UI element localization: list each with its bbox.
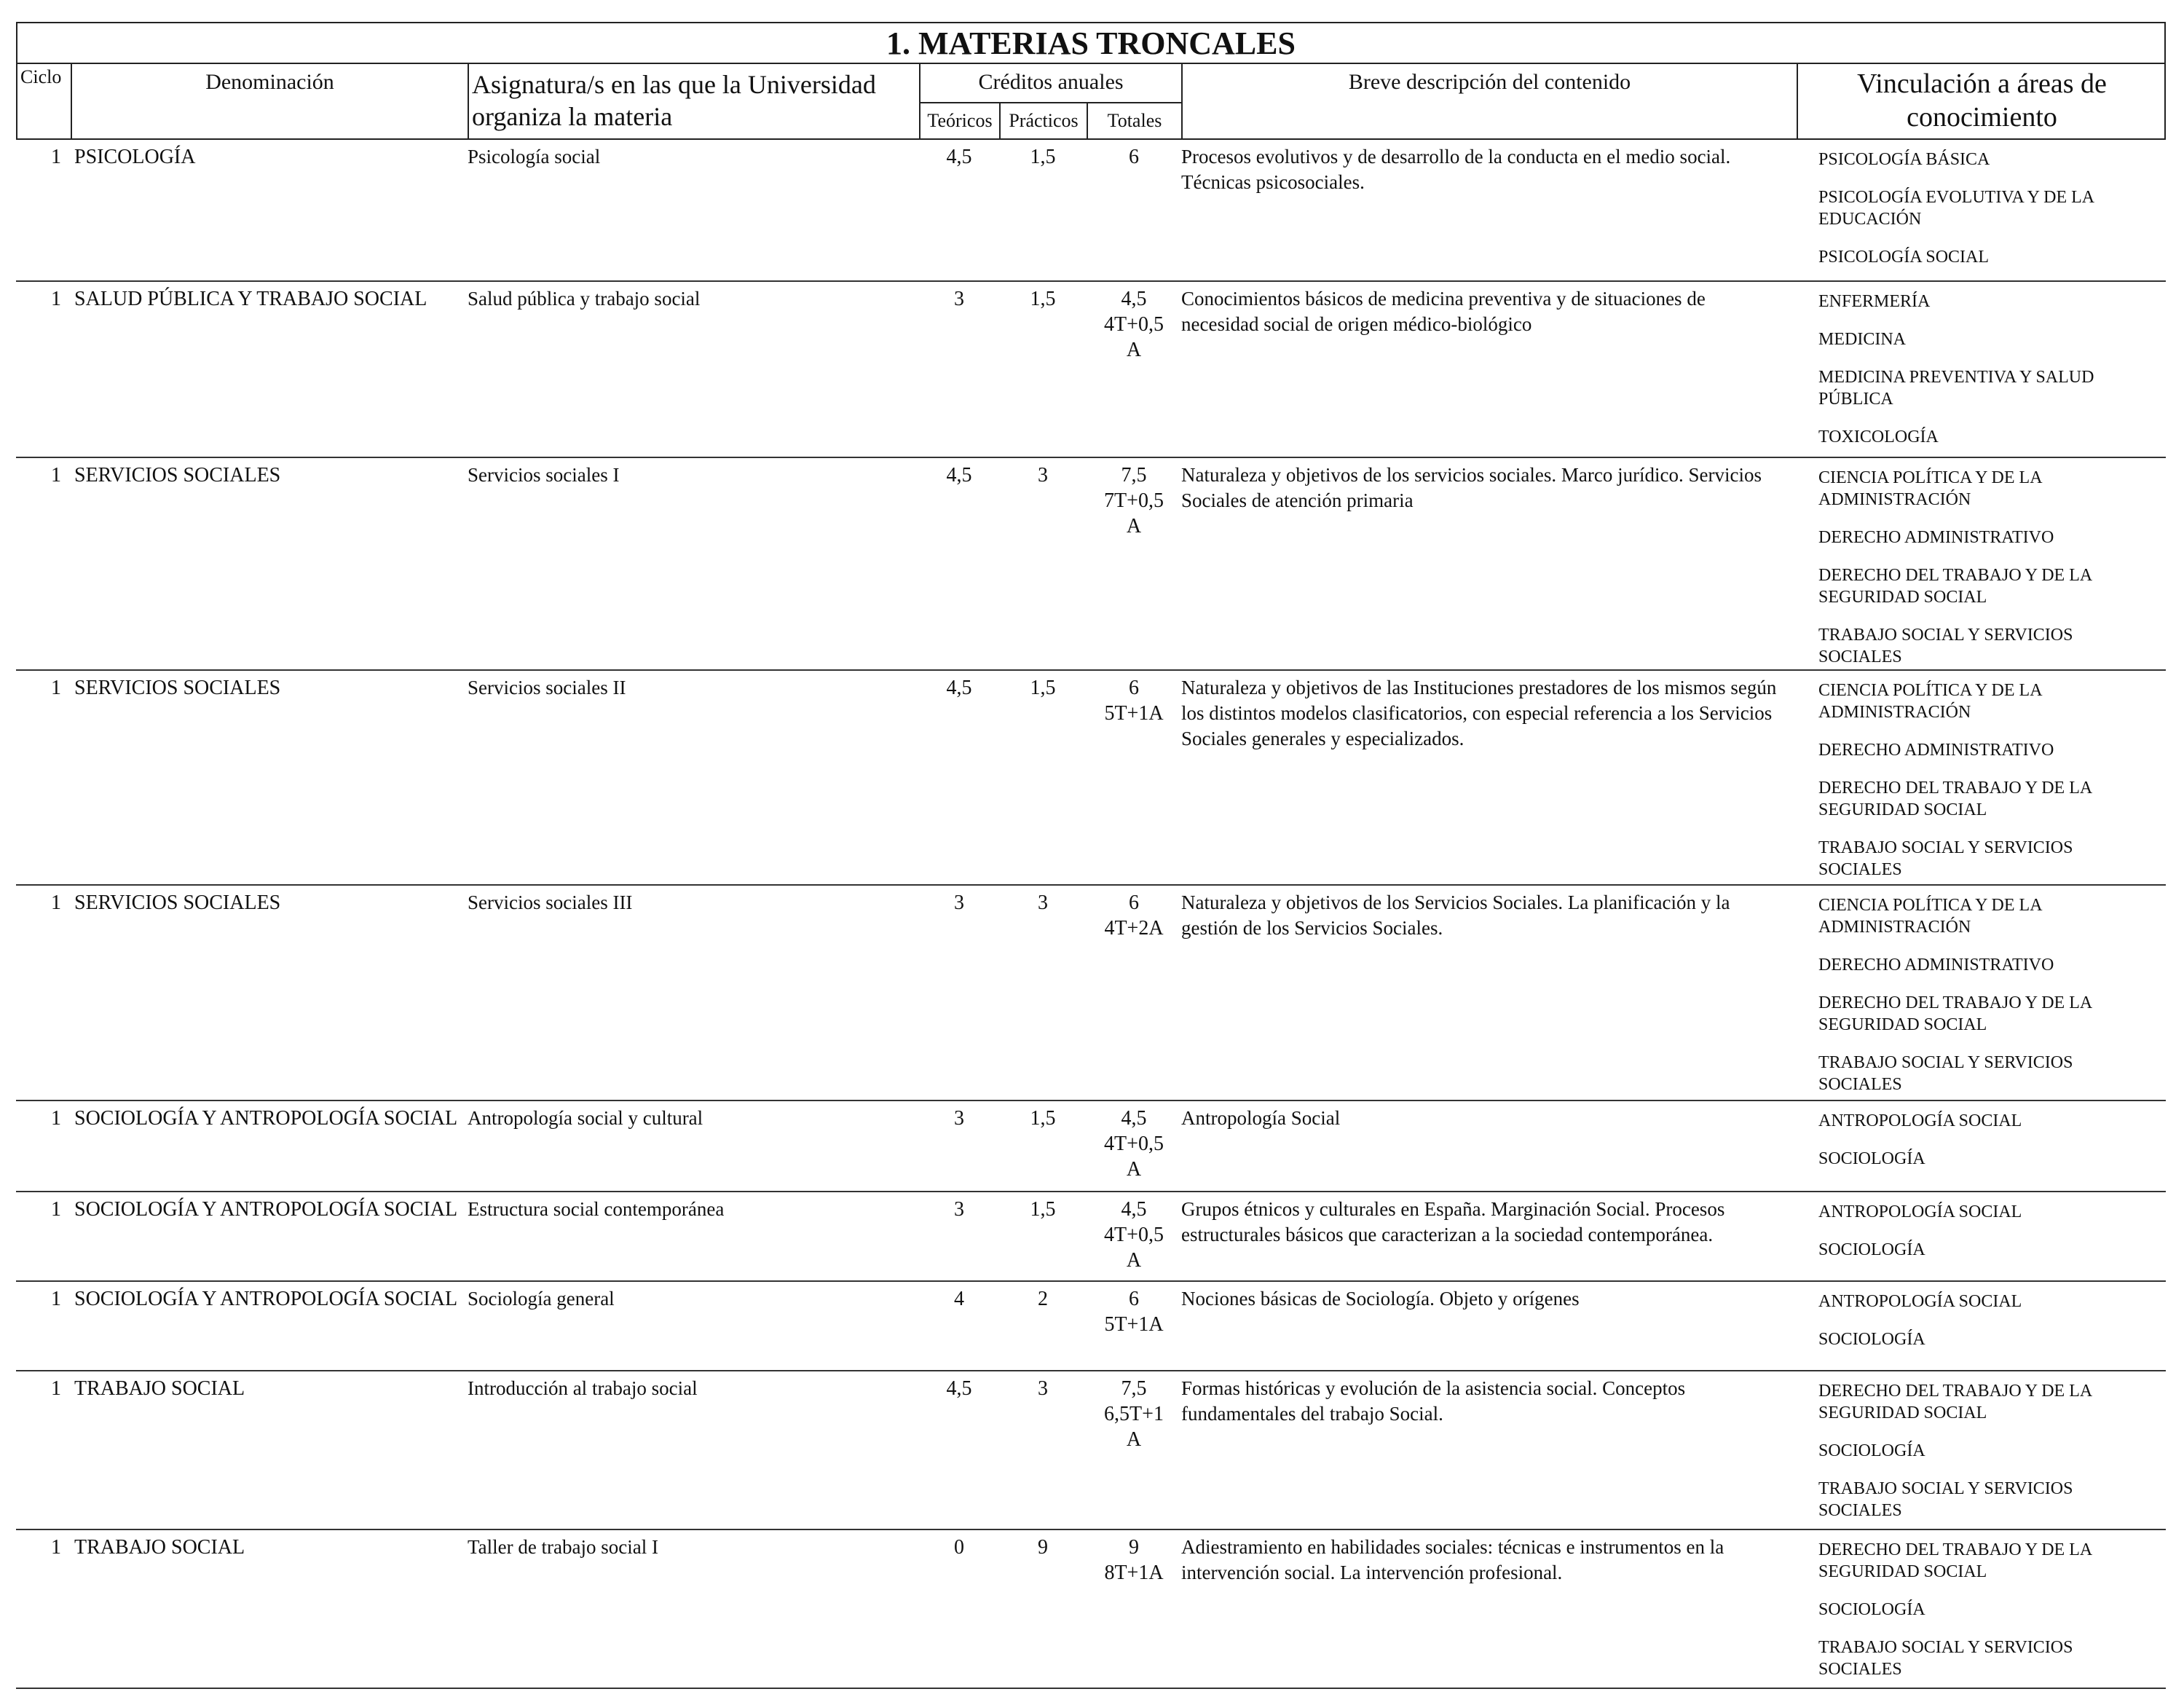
area-item: DERECHO DEL TRABAJO Y DE LA SEGURIDAD SOCIAL <box>1818 993 2092 1034</box>
header-denominacion-label: Denominación <box>205 70 334 94</box>
area-item: CIENCIA POLÍTICA Y DE LA ADMINISTRACIÓN <box>1818 468 2042 509</box>
cell-descripcion: Antropología Social <box>1181 1107 1341 1129</box>
cell-denominacion: SALUD PÚBLICA Y TRABAJO SOCIAL <box>74 288 427 310</box>
cell-ciclo: 1 <box>51 891 61 914</box>
header-vinculacion-label: Vinculación a áreas de conocimiento <box>1857 68 2107 133</box>
area-item: PSICOLOGÍA BÁSICA <box>1818 150 1990 169</box>
cell-totales: 6 4T+2A <box>1104 891 1164 940</box>
area-item: SOCIOLOGÍA <box>1818 1600 1925 1619</box>
header-teoricos: Teóricos <box>920 102 1001 138</box>
header-creditos-label: Créditos anuales <box>978 70 1124 94</box>
area-item: SOCIOLOGÍA <box>1818 1149 1925 1168</box>
table-row <box>16 282 2166 458</box>
area-item: SOCIOLOGÍA <box>1818 1330 1925 1349</box>
area-item: ANTROPOLOGÍA SOCIAL <box>1818 1202 2022 1221</box>
cell-descripcion: Formas históricas y evolución de la asistencia social. Conceptos fundamentales del trabajo Social. <box>1181 1377 1686 1425</box>
header-practicos: Prácticos <box>1001 102 1088 138</box>
cell-asignatura: Servicios sociales I <box>468 464 620 486</box>
area-item: TRABAJO SOCIAL Y SERVICIOS SOCIALES <box>1818 1638 2073 1679</box>
area-item: CIENCIA POLÍTICA Y DE LA ADMINISTRACIÓN <box>1818 681 2042 722</box>
header-descripcion <box>1183 64 1798 138</box>
cell-totales: 7,5 6,5T+1 A <box>1104 1377 1164 1451</box>
cell-denominacion: SERVICIOS SOCIALES <box>74 464 281 487</box>
cell-descripcion: Conocimientos básicos de medicina preventiva y de situaciones de necesidad social de origen médico-biológico <box>1181 288 1706 335</box>
cell-asignatura: Taller de trabajo social I <box>468 1536 658 1558</box>
cell-practicos: 3 <box>1038 1377 1048 1400</box>
table-row <box>16 1530 2166 1689</box>
header-ciclo-label: Ciclo <box>20 66 62 87</box>
area-item: MEDICINA PREVENTIVA Y SALUD PÚBLICA <box>1818 368 2094 409</box>
table-row <box>16 886 2166 1101</box>
area-item: DERECHO DEL TRABAJO Y DE LA SEGURIDAD SOCIAL <box>1818 779 2092 819</box>
header-ciclo <box>17 64 72 138</box>
cell-vinculacion <box>1818 149 2161 284</box>
area-item: DERECHO DEL TRABAJO Y DE LA SEGURIDAD SOCIAL <box>1818 1540 2092 1581</box>
cell-totales: 6 5T+1A <box>1104 677 1164 725</box>
cell-totales: 7,5 7T+0,5 A <box>1104 464 1164 538</box>
cell-vinculacion <box>1818 1201 2161 1277</box>
area-item: TRABAJO SOCIAL Y SERVICIOS SOCIALES <box>1818 1053 2073 1094</box>
cell-practicos: 9 <box>1038 1536 1048 1559</box>
area-item: PSICOLOGÍA EVOLUTIVA Y DE LA EDUCACIÓN <box>1818 188 2094 229</box>
cell-vinculacion <box>1818 1291 2161 1366</box>
cell-totales: 9 8T+1A <box>1104 1536 1164 1584</box>
cell-practicos: 1,5 <box>1030 677 1056 699</box>
area-item: DERECHO DEL TRABAJO Y DE LA SEGURIDAD SOCIAL <box>1818 1382 2092 1422</box>
cell-ciclo: 1 <box>51 1198 61 1221</box>
area-item: TRABAJO SOCIAL Y SERVICIOS SOCIALES <box>1818 1479 2073 1520</box>
cell-ciclo: 1 <box>51 1288 61 1310</box>
table-row <box>16 458 2166 671</box>
cell-ciclo: 1 <box>51 288 61 310</box>
cell-denominacion: SERVICIOS SOCIALES <box>74 891 281 914</box>
cell-practicos: 3 <box>1038 464 1048 487</box>
area-item: SOCIOLOGÍA <box>1818 1240 1925 1259</box>
cell-vinculacion <box>1818 680 2161 897</box>
cell-descripcion: Naturaleza y objetivos de los Servicios Sociales. La planificación y la gestión de los Servicios Sociales. <box>1181 891 1730 939</box>
cell-teoricos: 4 <box>954 1288 964 1310</box>
cell-teoricos: 4,5 <box>946 146 972 168</box>
cell-practicos: 3 <box>1038 891 1048 914</box>
cell-denominacion: TRABAJO SOCIAL <box>74 1536 245 1559</box>
area-item: DERECHO ADMINISTRATIVO <box>1818 956 2054 975</box>
cell-denominacion: SERVICIOS SOCIALES <box>74 677 281 699</box>
table-row <box>16 1371 2166 1530</box>
cell-practicos: 1,5 <box>1030 288 1056 310</box>
cell-ciclo: 1 <box>51 146 61 168</box>
table-header <box>16 64 2166 140</box>
header-totales: Totales <box>1088 102 1181 138</box>
cell-ciclo: 1 <box>51 1536 61 1559</box>
cell-teoricos: 3 <box>954 1198 964 1221</box>
cell-descripcion: Naturaleza y objetivos de los servicios sociales. Marco jurídico. Servicios Sociales de atención primaria <box>1181 464 1762 511</box>
table-row <box>16 1101 2166 1192</box>
area-item: TOXICOLOGÍA <box>1818 428 1939 446</box>
area-item: ANTROPOLOGÍA SOCIAL <box>1818 1292 2022 1311</box>
table-row <box>16 1192 2166 1282</box>
cell-teoricos: 4,5 <box>946 677 972 699</box>
table-row <box>16 671 2166 886</box>
header-creditos <box>920 64 1183 138</box>
page-title: 1. MATERIAS TRONCALES <box>16 22 2166 64</box>
cell-asignatura: Estructura social contemporánea <box>468 1198 725 1220</box>
cell-practicos: 1,5 <box>1030 1107 1056 1130</box>
header-vinculacion <box>1798 64 2166 138</box>
area-item: TRABAJO SOCIAL Y SERVICIOS SOCIALES <box>1818 626 2073 666</box>
cell-asignatura: Salud pública y trabajo social <box>468 288 701 310</box>
cell-denominacion: SOCIOLOGÍA Y ANTROPOLOGÍA SOCIAL <box>74 1198 458 1221</box>
cell-ciclo: 1 <box>51 677 61 699</box>
cell-teoricos: 0 <box>954 1536 964 1559</box>
cell-denominacion: SOCIOLOGÍA Y ANTROPOLOGÍA SOCIAL <box>74 1107 458 1130</box>
cell-descripcion: Naturaleza y objetivos de las Instituciones prestadores de los mismos según los distintos modelos clasificatorios, con especial referencia a los Servicios Sociales generales y especializados. <box>1181 677 1777 749</box>
cell-asignatura: Sociología general <box>468 1288 615 1310</box>
cell-vinculacion <box>1818 291 2161 464</box>
cell-asignatura: Antropología social y cultural <box>468 1107 703 1129</box>
cell-teoricos: 4,5 <box>946 464 972 487</box>
cell-asignatura: Psicología social <box>468 146 601 168</box>
area-item: DERECHO DEL TRABAJO Y DE LA SEGURIDAD SOCIAL <box>1818 566 2092 607</box>
cell-asignatura: Introducción al trabajo social <box>468 1377 698 1399</box>
area-item: TRABAJO SOCIAL Y SERVICIOS SOCIALES <box>1818 838 2073 879</box>
cell-totales: 4,5 4T+0,5 A <box>1104 1107 1164 1181</box>
cell-teoricos: 3 <box>954 891 964 914</box>
cell-ciclo: 1 <box>51 464 61 487</box>
cell-ciclo: 1 <box>51 1107 61 1130</box>
cell-practicos: 1,5 <box>1030 146 1056 168</box>
cell-denominacion: PSICOLOGÍA <box>74 146 196 168</box>
cell-vinculacion <box>1818 1110 2161 1186</box>
cell-descripcion: Adiestramiento en habilidades sociales: técnicas e instrumentos en la intervención social. La intervención profesional. <box>1181 1536 1724 1583</box>
cell-ciclo: 1 <box>51 1377 61 1400</box>
area-item: ENFERMERÍA <box>1818 292 1931 311</box>
area-item: DERECHO ADMINISTRATIVO <box>1818 528 2054 547</box>
cell-asignatura: Servicios sociales II <box>468 677 626 698</box>
area-item: DERECHO ADMINISTRATIVO <box>1818 741 2054 760</box>
area-item: ANTROPOLOGÍA SOCIAL <box>1818 1111 2022 1130</box>
cell-teoricos: 3 <box>954 288 964 310</box>
cell-vinculacion <box>1818 467 2161 684</box>
cell-practicos: 1,5 <box>1030 1198 1056 1221</box>
cell-totales: 4,5 4T+0,5 A <box>1104 288 1164 361</box>
cell-totales: 6 <box>1129 146 1139 168</box>
area-item: SOCIOLOGÍA <box>1818 1441 1925 1460</box>
area-item: MEDICINA <box>1818 330 1906 349</box>
cell-denominacion: SOCIOLOGÍA Y ANTROPOLOGÍA SOCIAL <box>74 1288 458 1310</box>
cell-denominacion: TRABAJO SOCIAL <box>74 1377 245 1400</box>
cell-asignatura: Servicios sociales III <box>468 891 633 913</box>
header-descripcion-label: Breve descripción del contenido <box>1348 70 1631 94</box>
cell-vinculacion <box>1818 894 2161 1111</box>
cell-descripcion: Procesos evolutivos y de desarrollo de la conducta en el medio social. Técnicas psicosociales. <box>1181 146 1731 193</box>
cell-vinculacion <box>1818 1539 2161 1696</box>
cell-teoricos: 3 <box>954 1107 964 1130</box>
table-row <box>16 140 2166 282</box>
area-item: PSICOLOGÍA SOCIAL <box>1818 248 1990 267</box>
cell-descripcion: Nociones básicas de Sociología. Objeto y orígenes <box>1181 1288 1580 1310</box>
cell-teoricos: 4,5 <box>946 1377 972 1400</box>
header-asignatura-label: Asignatura/s en las que la Universidad organiza la materia <box>472 70 876 131</box>
header-denominacion <box>72 64 469 138</box>
table-row <box>16 1282 2166 1371</box>
cell-vinculacion <box>1818 1380 2161 1537</box>
header-asignatura <box>469 64 920 138</box>
cell-practicos: 2 <box>1038 1288 1048 1310</box>
cell-descripcion: Grupos étnicos y culturales en España. Marginación Social. Procesos estructurales básicos que caracterizan a la sociedad contemporánea. <box>1181 1198 1725 1245</box>
cell-totales: 4,5 4T+0,5 A <box>1104 1198 1164 1272</box>
cell-totales: 6 5T+1A <box>1104 1288 1164 1336</box>
area-item: CIENCIA POLÍTICA Y DE LA ADMINISTRACIÓN <box>1818 896 2042 937</box>
